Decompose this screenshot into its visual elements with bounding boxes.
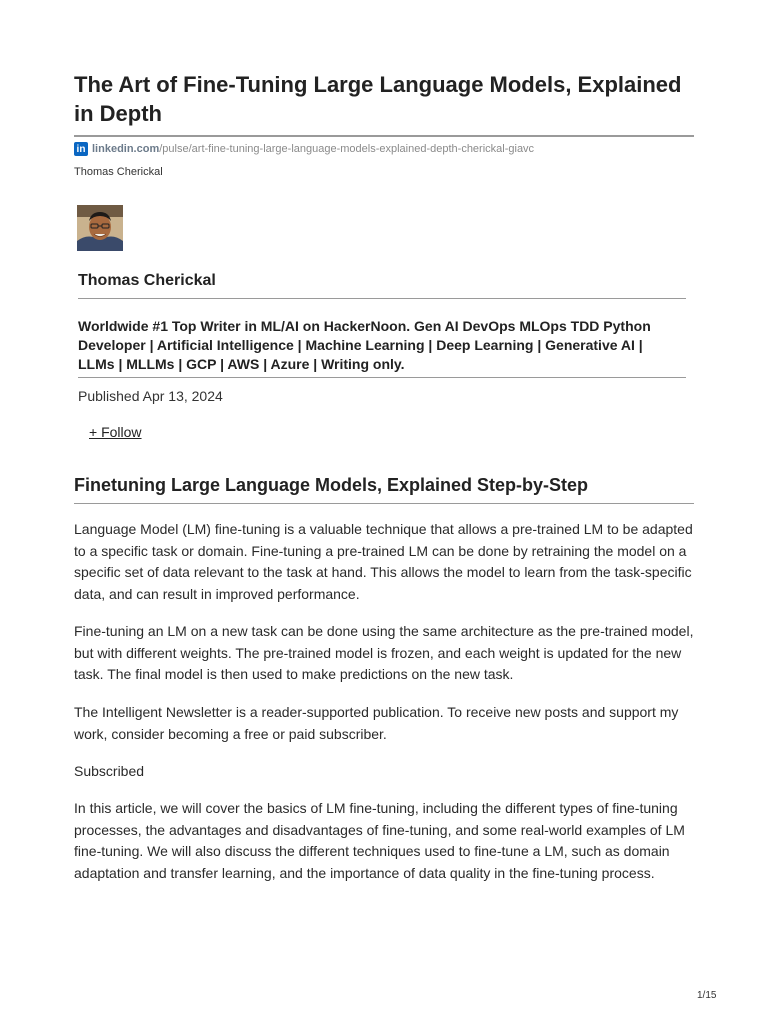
section-divider — [74, 503, 694, 504]
paragraph: Language Model (LM) fine-tuning is a valuable technique that allows a pre-trained LM to be adapted to a specific task or domain. Fine-tuning a pre-trained LM can be done by retraining the model on a specific set of data relevant to the task at hand. This allows the model to learn from the task-specific data, and can result in improved performance. — [74, 521, 693, 602]
avatar — [77, 205, 123, 251]
paragraph: In this article, we will cover the basics of LM fine-tuning, including the different types of fine-tuning processes, the advantages and disadvantages of fine-tuning, and some real-world examples of LM fine-tuning. We will also discuss the different techniques used to fine-tune a LM, such as domain adaptation and transfer learning, and the importance of data quality in the fine-tuning process. — [74, 800, 685, 881]
author-name[interactable]: Thomas Cherickal — [78, 272, 216, 289]
title-divider — [74, 135, 694, 137]
author-divider — [78, 298, 686, 299]
byline: Thomas Cherickal — [74, 166, 163, 178]
paragraph: The Intelligent Newsletter is a reader-supported publication. To receive new posts and support my work, consider becoming a free or paid subscriber. — [74, 704, 679, 742]
source-path[interactable]: /pulse/art-fine-tuning-large-language-models-explained-depth-cherickal-giavc — [159, 143, 535, 155]
section-heading: Finetuning Large Language Models, Explained Step-by-Step — [74, 475, 589, 495]
headline-divider — [78, 377, 686, 378]
follow-button[interactable]: + Follow — [89, 424, 142, 440]
page-number: 1/15 — [697, 990, 717, 1001]
subscribed-status: Subscribed — [74, 763, 145, 779]
linkedin-logo-icon: in — [74, 142, 88, 156]
author-headline: Worldwide #1 Top Writer in ML/AI on HackerNoon. Gen AI DevOps MLOps TDD Python Developer | Artificial Intelligence | Machine Learning | Deep Learning | Generative AI | LLMs | MLLMs | GCP | AWS | Azure | Writing only. — [78, 318, 651, 372]
article-title: The Art of Fine-Tuning Large Language Models, Explained in Depth — [74, 72, 682, 126]
source-domain[interactable]: linkedin.com — [92, 143, 160, 155]
paragraph: Fine-tuning an LM on a new task can be done using the same architecture as the pre-trained model, but with different weights. The pre-trained model is frozen, and each weight is updated for the new task. The final model is then used to make predictions on the new task. — [74, 623, 694, 682]
published-date: Published Apr 13, 2024 — [78, 388, 223, 404]
source-link[interactable] — [74, 142, 534, 156]
